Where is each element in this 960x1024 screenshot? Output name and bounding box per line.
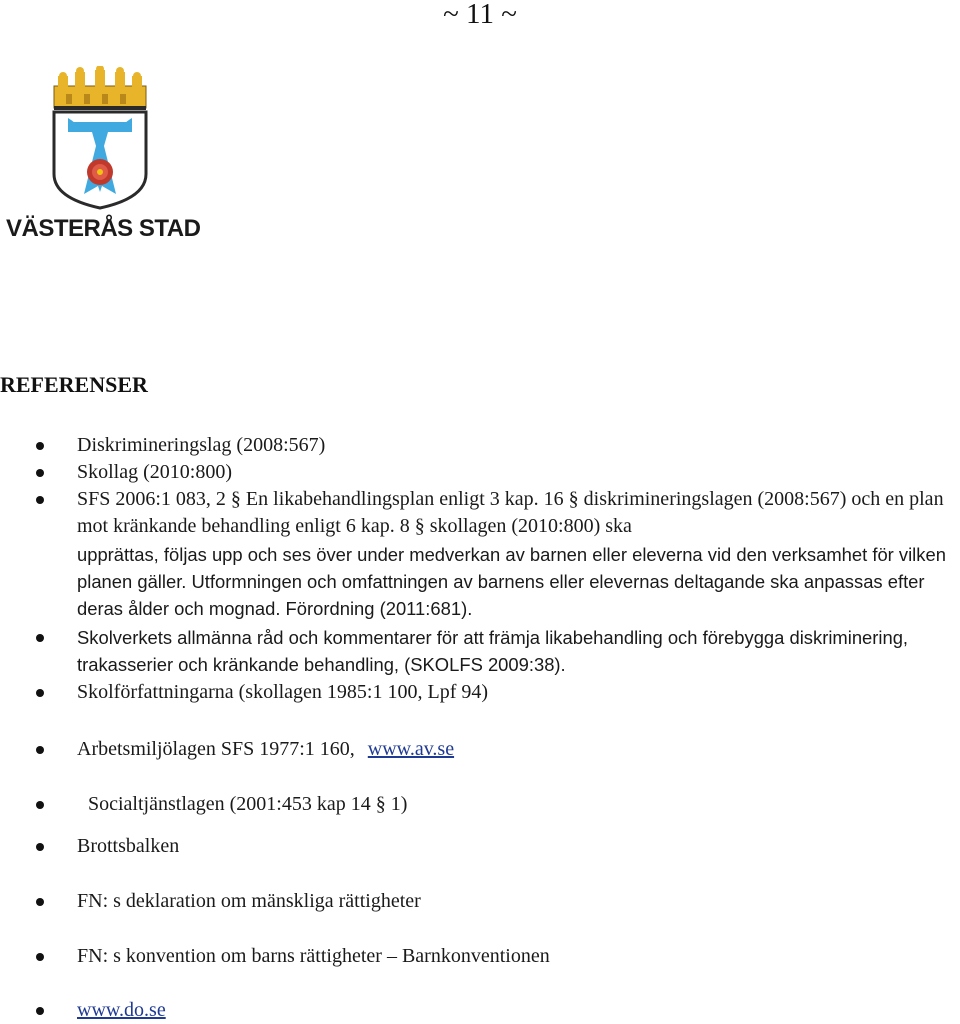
bullet-icon (36, 1007, 44, 1015)
list-item-text: FN: s deklaration om mänskliga rättigheter (77, 890, 421, 912)
list-item-text: Brottsbalken (77, 835, 180, 857)
list-item-text: Skollag (2010:800) (77, 461, 232, 483)
list-item-text: Skolförfattningarna (skollagen 1985:1 100, Lpf 94) (77, 681, 489, 703)
list-item-text: upprättas, följas upp och ses över under medverkan av barnen eller eleverna vid den verksamhet för vilken planen gäller. Utformningen och omfattningen av barnens eller elevernas deltagande ska anpassas efter deras ålder och mognad. Förordning (2011:681). (77, 544, 946, 619)
list-item-text: Socialtjänstlagen (2001:453 kap 14 § 1) (88, 793, 408, 815)
do-se-link[interactable]: www.do.se (77, 999, 166, 1021)
list-item-text: Diskrimineringslag (2008:567) (77, 434, 326, 456)
list-item-text: FN: s konvention om barns rättigheter – Barnkonventionen (77, 945, 550, 967)
list-item-text: Skolverkets allmänna råd och kommentarer för att främja likabehandling och förebygga diskriminering, trakasserier och kränkande behandling, (SKOLFS 2009:38). (77, 627, 909, 675)
bullet-icon (36, 898, 44, 906)
reference-text: Arbetsmiljölagen SFS 1977:1 160, (77, 738, 355, 760)
svg-text:VÄSTERÅS STAD: VÄSTERÅS STAD (6, 215, 200, 242)
bullet-icon (36, 843, 44, 851)
page-number: ~ 11 ~ (443, 0, 517, 30)
bullet-icon (36, 953, 44, 961)
bullet-icon (36, 442, 44, 450)
rose-icon (87, 159, 113, 185)
crown-icon (54, 66, 146, 110)
bullet-icon (36, 801, 44, 809)
vasteras-stad-logo (4, 66, 200, 244)
bullet-icon (36, 689, 44, 697)
list-item-text: SFS 2006:1 083, 2 § En likabehandlingsplan enligt 3 kap. 16 § diskrimineringslagen (2008:567) och en plan mot kränkande behandling enligt 6 kap. 8 § skollagen (2010:800) ska (77, 488, 944, 537)
section-heading: REFERENSER (0, 372, 148, 397)
av-se-link[interactable]: www.av.se (367, 738, 455, 760)
bullet-icon (36, 496, 44, 504)
bullet-icon (36, 746, 44, 754)
bullet-icon (36, 469, 44, 477)
list-item-text (77, 997, 960, 1024)
bullet-icon (36, 634, 44, 642)
list-item-text (77, 736, 960, 763)
